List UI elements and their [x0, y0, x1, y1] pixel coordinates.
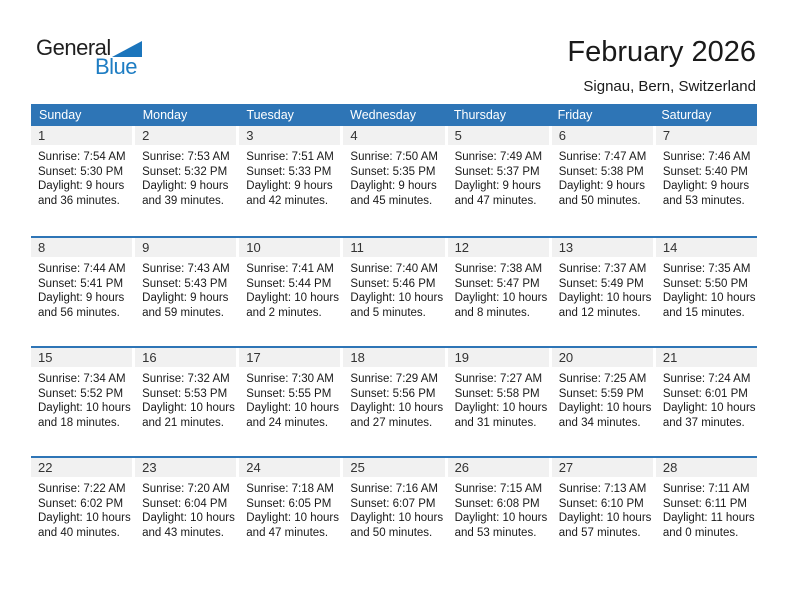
page-header	[567, 36, 756, 95]
day-details	[552, 257, 653, 320]
day-number: 9	[135, 238, 236, 257]
day-cell	[552, 458, 653, 566]
day-cell	[31, 458, 132, 566]
weekday-header-row	[31, 104, 757, 126]
sunset-text: Sunset: 5:43 PM	[142, 277, 228, 290]
weekday-tuesday: Tuesday	[246, 108, 294, 122]
daylight-line2: and 50 minutes.	[558, 194, 641, 207]
day-cell	[448, 238, 549, 346]
sunset-text: Sunset: 6:11 PM	[662, 497, 748, 510]
daylight-line2: and 50 minutes.	[350, 526, 433, 539]
sunset-text: Sunset: 5:47 PM	[454, 277, 540, 290]
day-number: 24	[239, 458, 340, 477]
sunset-text: Sunset: 6:04 PM	[142, 497, 228, 510]
daylight-line1: Daylight: 10 hours	[38, 512, 131, 524]
daylight-line2: and 27 minutes.	[350, 416, 433, 429]
daylight-line1: Daylight: 10 hours	[246, 292, 339, 304]
day-number: 6	[552, 126, 653, 145]
day-cell	[31, 348, 132, 456]
daylight-line2: and 40 minutes.	[38, 526, 120, 539]
day-details	[656, 257, 757, 320]
day-cell	[135, 126, 236, 236]
day-cell	[343, 458, 444, 566]
day-details	[448, 145, 549, 208]
day-number: 18	[343, 348, 444, 367]
sunset-text: Sunset: 5:55 PM	[246, 387, 332, 400]
daylight-line2: and 12 minutes.	[558, 306, 641, 319]
day-number: 23	[135, 458, 236, 477]
sunrise-text: Sunrise: 7:43 AM	[142, 263, 230, 275]
weekday-monday: Monday	[142, 108, 188, 122]
sunset-text: Sunset: 5:58 PM	[454, 387, 540, 400]
day-details	[31, 367, 132, 430]
daylight-line2: and 57 minutes.	[558, 526, 641, 539]
daylight-line2: and 36 minutes.	[38, 194, 120, 207]
day-details	[448, 257, 549, 320]
sunset-text: Sunset: 5:44 PM	[246, 277, 332, 290]
daylight-line1: Daylight: 9 hours	[38, 292, 125, 304]
daylight-line2: and 47 minutes.	[454, 194, 537, 207]
day-details	[656, 367, 757, 430]
day-details	[135, 145, 236, 208]
day-details	[239, 367, 340, 430]
weekday-friday: Friday	[557, 108, 593, 122]
daylight-line1: Daylight: 10 hours	[350, 402, 444, 414]
daylight-line2: and 34 minutes.	[558, 416, 641, 429]
daylight-line1: Daylight: 9 hours	[558, 180, 645, 192]
daylight-line1: Daylight: 9 hours	[454, 180, 541, 192]
week-row	[31, 456, 757, 566]
day-cell	[656, 126, 757, 236]
day-details	[343, 477, 444, 540]
day-cell	[448, 348, 549, 456]
day-cell	[239, 238, 340, 346]
page-title: February 2026	[567, 36, 756, 68]
sunrise-text: Sunrise: 7:37 AM	[558, 263, 647, 275]
daylight-line1: Daylight: 10 hours	[350, 292, 444, 304]
week-row	[31, 236, 757, 346]
day-cell	[448, 126, 549, 236]
day-number: 13	[552, 238, 653, 257]
calendar-table	[31, 104, 757, 566]
daylight-line1: Daylight: 9 hours	[662, 180, 750, 192]
daylight-line2: and 18 minutes.	[38, 416, 120, 429]
daylight-line1: Daylight: 10 hours	[662, 402, 756, 414]
daylight-line1: Daylight: 10 hours	[38, 402, 131, 414]
daylight-line1: Daylight: 10 hours	[558, 512, 652, 524]
daylight-line1: Daylight: 10 hours	[142, 402, 235, 414]
daylight-line2: and 53 minutes.	[662, 194, 745, 207]
sunrise-text: Sunrise: 7:24 AM	[662, 373, 751, 385]
sunset-text: Sunset: 5:52 PM	[38, 387, 124, 400]
sunset-text: Sunset: 5:41 PM	[38, 277, 124, 290]
sunrise-text: Sunrise: 7:11 AM	[662, 483, 750, 495]
sunset-text: Sunset: 6:02 PM	[38, 497, 124, 510]
day-details	[448, 477, 549, 540]
day-cell	[31, 238, 132, 346]
daylight-line1: Daylight: 11 hours	[662, 512, 755, 524]
sunrise-text: Sunrise: 7:13 AM	[558, 483, 647, 495]
daylight-line2: and 15 minutes.	[662, 306, 745, 319]
sunrise-text: Sunrise: 7:35 AM	[662, 263, 751, 275]
weekday-sunday: Sunday	[39, 108, 82, 122]
day-details	[239, 145, 340, 208]
daylight-line1: Daylight: 9 hours	[246, 180, 333, 192]
sunset-text: Sunset: 5:37 PM	[454, 165, 540, 178]
sunset-text: Sunset: 6:07 PM	[350, 497, 436, 510]
daylight-line2: and 31 minutes.	[454, 416, 537, 429]
sunrise-text: Sunrise: 7:32 AM	[142, 373, 230, 385]
daylight-line1: Daylight: 10 hours	[662, 292, 756, 304]
day-details	[135, 367, 236, 430]
sunrise-text: Sunrise: 7:46 AM	[662, 151, 751, 163]
day-details	[135, 477, 236, 540]
sunrise-text: Sunrise: 7:54 AM	[38, 151, 126, 163]
weekday-wednesday: Wednesday	[350, 108, 416, 122]
day-cell	[656, 238, 757, 346]
day-number: 19	[448, 348, 549, 367]
weekday-saturday: Saturday	[661, 108, 712, 122]
sunrise-text: Sunrise: 7:30 AM	[246, 373, 334, 385]
daylight-line2: and 45 minutes.	[350, 194, 433, 207]
sunset-text: Sunset: 6:01 PM	[662, 387, 748, 400]
daylight-line1: Daylight: 9 hours	[142, 292, 229, 304]
day-number: 10	[239, 238, 340, 257]
sunset-text: Sunset: 5:35 PM	[350, 165, 436, 178]
daylight-line2: and 42 minutes.	[246, 194, 329, 207]
sunset-text: Sunset: 5:40 PM	[662, 165, 748, 178]
sunrise-text: Sunrise: 7:50 AM	[350, 151, 438, 163]
sunrise-text: Sunrise: 7:16 AM	[350, 483, 438, 495]
day-cell	[343, 126, 444, 236]
page-subtitle: Signau, Bern, Switzerland	[583, 78, 756, 95]
daylight-line2: and 43 minutes.	[142, 526, 224, 539]
daylight-line2: and 24 minutes.	[246, 416, 329, 429]
daylight-line1: Daylight: 9 hours	[38, 180, 125, 192]
day-details	[239, 477, 340, 540]
day-cell	[552, 238, 653, 346]
day-number: 28	[656, 458, 757, 477]
day-number: 4	[343, 126, 444, 145]
generalblue-logo	[36, 37, 142, 78]
sunset-text: Sunset: 5:53 PM	[142, 387, 228, 400]
day-details	[31, 145, 132, 208]
sunset-text: Sunset: 5:50 PM	[662, 277, 748, 290]
sunrise-text: Sunrise: 7:38 AM	[454, 263, 543, 275]
weekday-thursday: Thursday	[453, 108, 506, 122]
daylight-line1: Daylight: 10 hours	[558, 292, 652, 304]
sunrise-text: Sunrise: 7:18 AM	[246, 483, 334, 495]
week-row	[31, 346, 757, 456]
sunrise-text: Sunrise: 7:40 AM	[350, 263, 438, 275]
daylight-line1: Daylight: 10 hours	[454, 512, 548, 524]
daylight-line1: Daylight: 10 hours	[558, 402, 652, 414]
sunrise-text: Sunrise: 7:27 AM	[454, 373, 543, 385]
sunrise-text: Sunrise: 7:29 AM	[350, 373, 438, 385]
daylight-line2: and 8 minutes.	[454, 306, 530, 319]
day-cell	[343, 238, 444, 346]
day-details	[343, 145, 444, 208]
sunrise-text: Sunrise: 7:22 AM	[38, 483, 126, 495]
daylight-line2: and 59 minutes.	[142, 306, 224, 319]
sunset-text: Sunset: 5:56 PM	[350, 387, 436, 400]
day-number: 25	[343, 458, 444, 477]
day-details	[135, 257, 236, 320]
sunrise-text: Sunrise: 7:15 AM	[454, 483, 543, 495]
sunset-text: Sunset: 5:38 PM	[558, 165, 644, 178]
sunset-text: Sunset: 6:08 PM	[454, 497, 540, 510]
daylight-line1: Daylight: 10 hours	[246, 512, 339, 524]
day-number: 3	[239, 126, 340, 145]
daylight-line1: Daylight: 9 hours	[142, 180, 229, 192]
sunrise-text: Sunrise: 7:49 AM	[454, 151, 543, 163]
day-details	[552, 145, 653, 208]
daylight-line2: and 2 minutes.	[246, 306, 322, 319]
day-number: 12	[448, 238, 549, 257]
day-cell	[239, 348, 340, 456]
day-details	[239, 257, 340, 320]
day-cell	[343, 348, 444, 456]
day-number: 27	[552, 458, 653, 477]
sunset-text: Sunset: 5:32 PM	[142, 165, 228, 178]
sunrise-text: Sunrise: 7:51 AM	[246, 151, 334, 163]
day-number: 14	[656, 238, 757, 257]
sunrise-text: Sunrise: 7:34 AM	[38, 373, 126, 385]
sunset-text: Sunset: 5:30 PM	[38, 165, 124, 178]
sunset-text: Sunset: 5:49 PM	[558, 277, 644, 290]
day-cell	[239, 458, 340, 566]
day-number: 2	[135, 126, 236, 145]
day-cell	[448, 458, 549, 566]
day-number: 20	[552, 348, 653, 367]
logo-text-blue: Blue	[95, 54, 138, 79]
daylight-line2: and 39 minutes.	[142, 194, 224, 207]
day-cell	[552, 348, 653, 456]
daylight-line2: and 53 minutes.	[454, 526, 537, 539]
day-number: 16	[135, 348, 236, 367]
day-details	[552, 477, 653, 540]
day-details	[656, 477, 757, 540]
daylight-line2: and 56 minutes.	[38, 306, 120, 319]
day-number: 1	[31, 126, 132, 145]
daylight-line2: and 37 minutes.	[662, 416, 745, 429]
day-number: 26	[448, 458, 549, 477]
daylight-line2: and 21 minutes.	[142, 416, 224, 429]
day-number: 7	[656, 126, 757, 145]
daylight-line2: and 0 minutes.	[662, 526, 739, 539]
sunrise-text: Sunrise: 7:53 AM	[142, 151, 230, 163]
sunrise-text: Sunrise: 7:20 AM	[142, 483, 230, 495]
day-number: 5	[448, 126, 549, 145]
daylight-line1: Daylight: 10 hours	[142, 512, 235, 524]
day-details	[656, 145, 757, 208]
day-details	[31, 257, 132, 320]
day-number: 11	[343, 238, 444, 257]
day-details	[31, 477, 132, 540]
day-number: 17	[239, 348, 340, 367]
day-cell	[135, 458, 236, 566]
sunset-text: Sunset: 6:10 PM	[558, 497, 644, 510]
daylight-line1: Daylight: 10 hours	[454, 292, 548, 304]
daylight-line2: and 5 minutes.	[350, 306, 426, 319]
day-details	[343, 257, 444, 320]
day-details	[343, 367, 444, 430]
sunrise-text: Sunrise: 7:41 AM	[246, 263, 334, 275]
daylight-line1: Daylight: 10 hours	[454, 402, 548, 414]
day-details	[552, 367, 653, 430]
day-cell	[656, 458, 757, 566]
sunrise-text: Sunrise: 7:25 AM	[558, 373, 647, 385]
day-cell	[552, 126, 653, 236]
daylight-line1: Daylight: 9 hours	[350, 180, 437, 192]
sunset-text: Sunset: 5:33 PM	[246, 165, 332, 178]
day-number: 15	[31, 348, 132, 367]
day-number: 22	[31, 458, 132, 477]
logo-text-general: General	[36, 35, 111, 60]
sunrise-text: Sunrise: 7:47 AM	[558, 151, 647, 163]
sunset-text: Sunset: 5:46 PM	[350, 277, 436, 290]
day-cell	[31, 126, 132, 236]
calendar-body	[31, 126, 757, 566]
day-cell	[135, 238, 236, 346]
day-number: 21	[656, 348, 757, 367]
day-cell	[239, 126, 340, 236]
week-row	[31, 126, 757, 236]
daylight-line1: Daylight: 10 hours	[350, 512, 444, 524]
sunset-text: Sunset: 6:05 PM	[246, 497, 332, 510]
sunrise-text: Sunrise: 7:44 AM	[38, 263, 126, 275]
day-number: 8	[31, 238, 132, 257]
sunset-text: Sunset: 5:59 PM	[558, 387, 644, 400]
day-cell	[135, 348, 236, 456]
daylight-line2: and 47 minutes.	[246, 526, 329, 539]
day-details	[448, 367, 549, 430]
day-cell	[656, 348, 757, 456]
daylight-line1: Daylight: 10 hours	[246, 402, 339, 414]
